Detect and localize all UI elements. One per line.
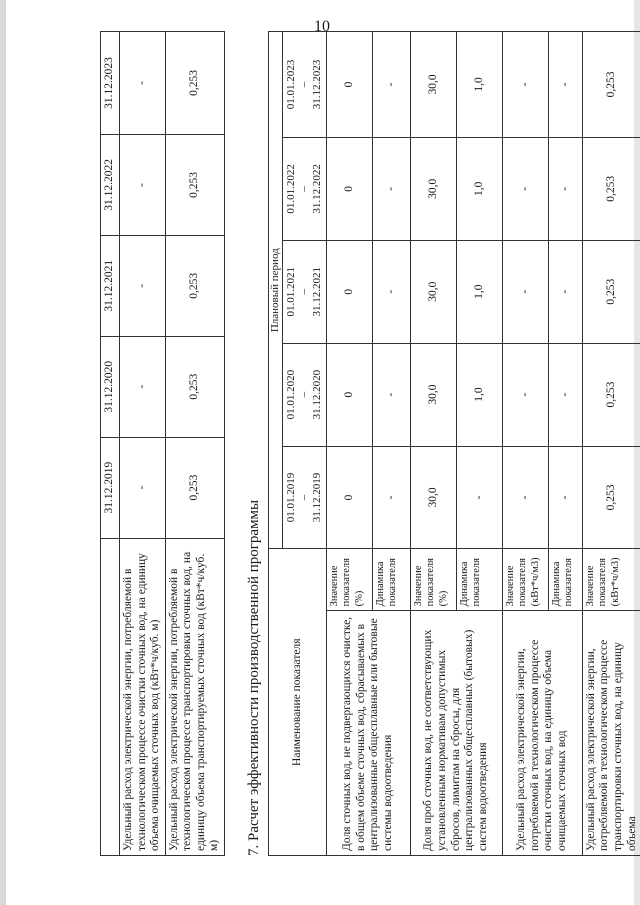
period-cell — [282, 137, 326, 240]
row-label: Удельный расход электрической энергии, потребляемой в технологическом процессе транспортировки сточных вод, на единицу объема транспортируемых сточных вод (кВт*ч/куб. м) — [165, 538, 224, 855]
period-dash: – — [297, 494, 310, 501]
table-cell: - — [120, 134, 166, 235]
table-row — [326, 32, 372, 856]
table-cell: 0,253 — [165, 437, 224, 538]
table-cell: 0 — [326, 137, 372, 240]
page-number: 10 — [314, 18, 330, 35]
table-row — [120, 32, 166, 856]
period-from: 01.01.2019 — [284, 472, 297, 523]
period-to: 31.12.2019 — [310, 472, 323, 523]
table-cell: - — [548, 240, 582, 343]
table-cell: 0,253 — [582, 32, 640, 138]
top-header-year: 31.12.2022 — [101, 134, 120, 235]
table-cell: 0 — [326, 240, 372, 343]
table-cell: 1,0 — [456, 32, 502, 138]
table-cell: - — [372, 343, 410, 446]
table-cell: 0,253 — [582, 137, 640, 240]
period-to: 31.12.2023 — [310, 59, 323, 110]
plan-header-row — [269, 32, 283, 856]
indicator-name: Доля проб сточных вод, не соответствующих установленным нормативам допустимых сбросов, лимитам на сбросы, для централизованных общесплавных (бытовых) систем водоотведения — [410, 611, 502, 856]
indicator-kind: Значение показателя (кВт*ч/м3) — [582, 549, 640, 611]
table-cell: - — [372, 240, 410, 343]
indicator-kind: Динамика показателя — [372, 549, 410, 611]
table-cell: 0,253 — [165, 235, 224, 336]
efficiency-table — [268, 31, 640, 856]
indicator-name: Доля сточных вод, не подвергающихся очистке, в общем объеме сточных вод, сбрасываемых в централизованные общесплавные или бытовые системы водоотведения — [326, 611, 410, 856]
period-to: 31.12.2021 — [310, 266, 323, 317]
table-cell: - — [456, 446, 502, 549]
indicator-kind: Динамика показателя — [548, 549, 582, 611]
name-header: Наименование показателя — [269, 549, 327, 856]
table-cell: - — [548, 343, 582, 446]
table-cell: - — [372, 32, 410, 138]
table-cell: - — [372, 137, 410, 240]
table-cell: - — [502, 446, 548, 549]
table-cell: 1,0 — [456, 137, 502, 240]
period-dash: – — [297, 81, 310, 88]
table-cell: 30,0 — [410, 32, 456, 138]
table-row — [582, 32, 640, 856]
period-dash: – — [297, 391, 310, 398]
table-cell: 0 — [326, 343, 372, 446]
table-cell: 0 — [326, 32, 372, 138]
indicator-name: Удельный расход электрической энергии, потребляемой в технологическом процессе транспортировки сточных вод, на единицу объема — [582, 611, 640, 856]
top-table-header-row — [101, 32, 120, 856]
table-cell: - — [372, 446, 410, 549]
period-to: 31.12.2022 — [310, 164, 323, 214]
period-from: 01.01.2021 — [284, 266, 297, 317]
table-cell: - — [120, 235, 166, 336]
period-from: 01.01.2023 — [284, 59, 297, 110]
table-cell: 0 — [326, 446, 372, 549]
section-title: 7. Расчет эффективности производственной программы — [246, 499, 262, 856]
table-cell: - — [548, 32, 582, 138]
top-header-empty-cell — [101, 538, 120, 855]
table-cell: 0,253 — [165, 32, 224, 135]
table-cell: 0,253 — [582, 446, 640, 549]
table-cell: - — [120, 32, 166, 135]
table-cell: - — [502, 137, 548, 240]
table-cell: 30,0 — [410, 240, 456, 343]
table-cell: - — [502, 343, 548, 446]
row-label: Удельный расход электрической энергии, потребляемой в технологическом процессе очистки сточных вод, на единицу объема очищаемых сточных вод (кВт*ч/куб. м) — [120, 538, 166, 855]
table-cell: 0,253 — [165, 336, 224, 437]
period-cell — [282, 446, 326, 549]
period-to: 31.12.2020 — [310, 369, 323, 420]
table-cell: - — [548, 137, 582, 240]
table-cell: 0,253 — [582, 240, 640, 343]
table-row — [502, 32, 548, 856]
indicator-kind: Значение показателя (%) — [326, 549, 372, 611]
plan-period-header: Плановый период — [269, 32, 283, 549]
table-cell: - — [120, 336, 166, 437]
top-header-year: 31.12.2019 — [101, 437, 120, 538]
table-cell: 30,0 — [410, 446, 456, 549]
table-cell: - — [548, 446, 582, 549]
indicator-kind: Динамика показателя — [456, 549, 502, 611]
top-header-year: 31.12.2021 — [101, 235, 120, 336]
table-cell: 1,0 — [456, 240, 502, 343]
period-cell — [282, 240, 326, 343]
indicator-name: Удельный расход электрической энергии, потребляемой в технологическом процессе очистки сточных вод, на единицу объема очищаемых сточных вод — [502, 611, 582, 856]
period-from: 01.01.2022 — [284, 164, 297, 214]
top-indicator-table — [100, 31, 225, 856]
top-header-year: 31.12.2023 — [101, 32, 120, 135]
table-cell: 1,0 — [456, 343, 502, 446]
table-cell: 30,0 — [410, 343, 456, 446]
table-row — [165, 32, 224, 856]
indicator-kind: Значение показателя (%) — [410, 549, 456, 611]
top-header-year: 31.12.2020 — [101, 336, 120, 437]
table-cell: 0,253 — [165, 134, 224, 235]
period-cell — [282, 343, 326, 446]
table-row — [410, 32, 456, 856]
table-cell: 0,253 — [582, 343, 640, 446]
period-cell — [282, 32, 326, 138]
period-from: 01.01.2020 — [284, 369, 297, 420]
table-cell: - — [120, 437, 166, 538]
table-cell: - — [502, 32, 548, 138]
period-dash: – — [297, 288, 310, 295]
indicator-kind: Значение показателя (кВт*ч/м3) — [502, 549, 548, 611]
period-dash: – — [297, 186, 310, 192]
table-cell: 30,0 — [410, 137, 456, 240]
table-cell: - — [502, 240, 548, 343]
